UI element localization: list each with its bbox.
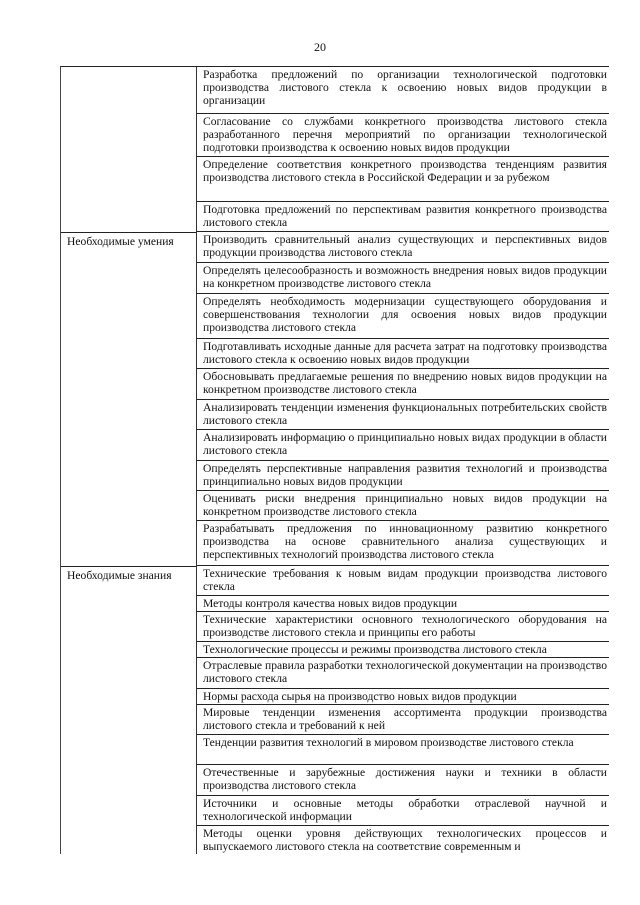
- section-label: Необходимые знания: [61, 566, 197, 854]
- table-cell: Технологические процессы и режимы производства листового стекла: [197, 642, 609, 658]
- page-number: 20: [314, 40, 326, 54]
- table-cell: Разработка предложений по организации технологической подготовки производства листового стекла к освоению новых видов продукции в организации: [197, 67, 609, 114]
- table-cell: Согласование со службами конкретного производства листового стекла разработанного перечня мероприятий по организации технологической подготовки производства к освоению новых видов продукции: [197, 114, 609, 157]
- table-cell: Мировые тенденции изменения ассортимента продукции производства листового стекла и требований к ней: [197, 705, 609, 735]
- section-row: [61, 232, 609, 566]
- section-items: [197, 67, 609, 232]
- table-cell: Обосновывать предлагаемые решения по внедрению новых видов продукции на конкретном производстве листового стекла: [197, 369, 609, 400]
- table-cell: Анализировать информацию о принципиально новых видах продукции в области листового стекла: [197, 430, 609, 461]
- table-cell: Определять перспективные направления развития технологий и производства принципиально новых видов продукции: [197, 461, 609, 491]
- section-label: Необходимые умения: [61, 232, 197, 566]
- table-cell: Разрабатывать предложения по инновационному развитию конкретного производства на основе сравнительного анализа существующих и перспективных технологий производства листового стекла: [197, 521, 609, 566]
- table-cell: Нормы расхода сырья на производство новых видов продукции: [197, 689, 609, 705]
- table-cell: Технические характеристики основного технологического оборудования на производстве листового стекла и принципы его работы: [197, 612, 609, 642]
- table-cell: Анализировать тенденции изменения функциональных потребительских свойств листового стекла: [197, 400, 609, 430]
- table-cell: Технические требования к новым видам продукции производства листового стекла: [197, 566, 609, 596]
- table-cell: Определение соответствия конкретного производства тенденциям развития производства листового стекла в Российской Федерации и за рубежом: [197, 157, 609, 202]
- section-row: [61, 67, 609, 232]
- section-label: [61, 67, 197, 232]
- competency-table: [60, 66, 609, 854]
- table-cell: Отечественные и зарубежные достижения науки и техники в области производства листового стекла: [197, 765, 609, 796]
- table-cell: Источники и основные методы обработки отраслевой научной и технологической информации: [197, 796, 609, 826]
- table-cell: Определять целесообразность и возможность внедрения новых видов продукции на конкретном производстве листового стекла: [197, 263, 609, 294]
- table-cell: Производить сравнительный анализ существующих и перспективных видов продукции производства листового стекла: [197, 232, 609, 263]
- table-cell: Тенденции развития технологий в мировом производстве листового стекла: [197, 735, 609, 765]
- table-cell: Определять необходимость модернизации существующего оборудования и совершенствования технологии для освоения новых видов продукции производства листового стекла: [197, 294, 609, 339]
- table-cell: Методы контроля качества новых видов продукции: [197, 596, 609, 612]
- table-cell: Подготавливать исходные данные для расчета затрат на подготовку производства листового стекла к освоению новых видов продукции: [197, 339, 609, 369]
- table-cell: Методы оценки уровня действующих технологических процессов и выпускаемого листового стекла на соответствие современным и: [203, 827, 607, 854]
- table-cell: Подготовка предложений по перспективам развития конкретного производства листового стекла: [197, 202, 609, 232]
- section-items: [197, 566, 609, 854]
- section-items: [197, 232, 609, 566]
- table-cell: Отраслевые правила разработки технологической документации на производство листового стекла: [197, 658, 609, 689]
- section-row: [61, 566, 609, 854]
- table-cell: Оценивать риски внедрения принципиально новых видов продукции на конкретном производстве листового стекла: [197, 491, 609, 521]
